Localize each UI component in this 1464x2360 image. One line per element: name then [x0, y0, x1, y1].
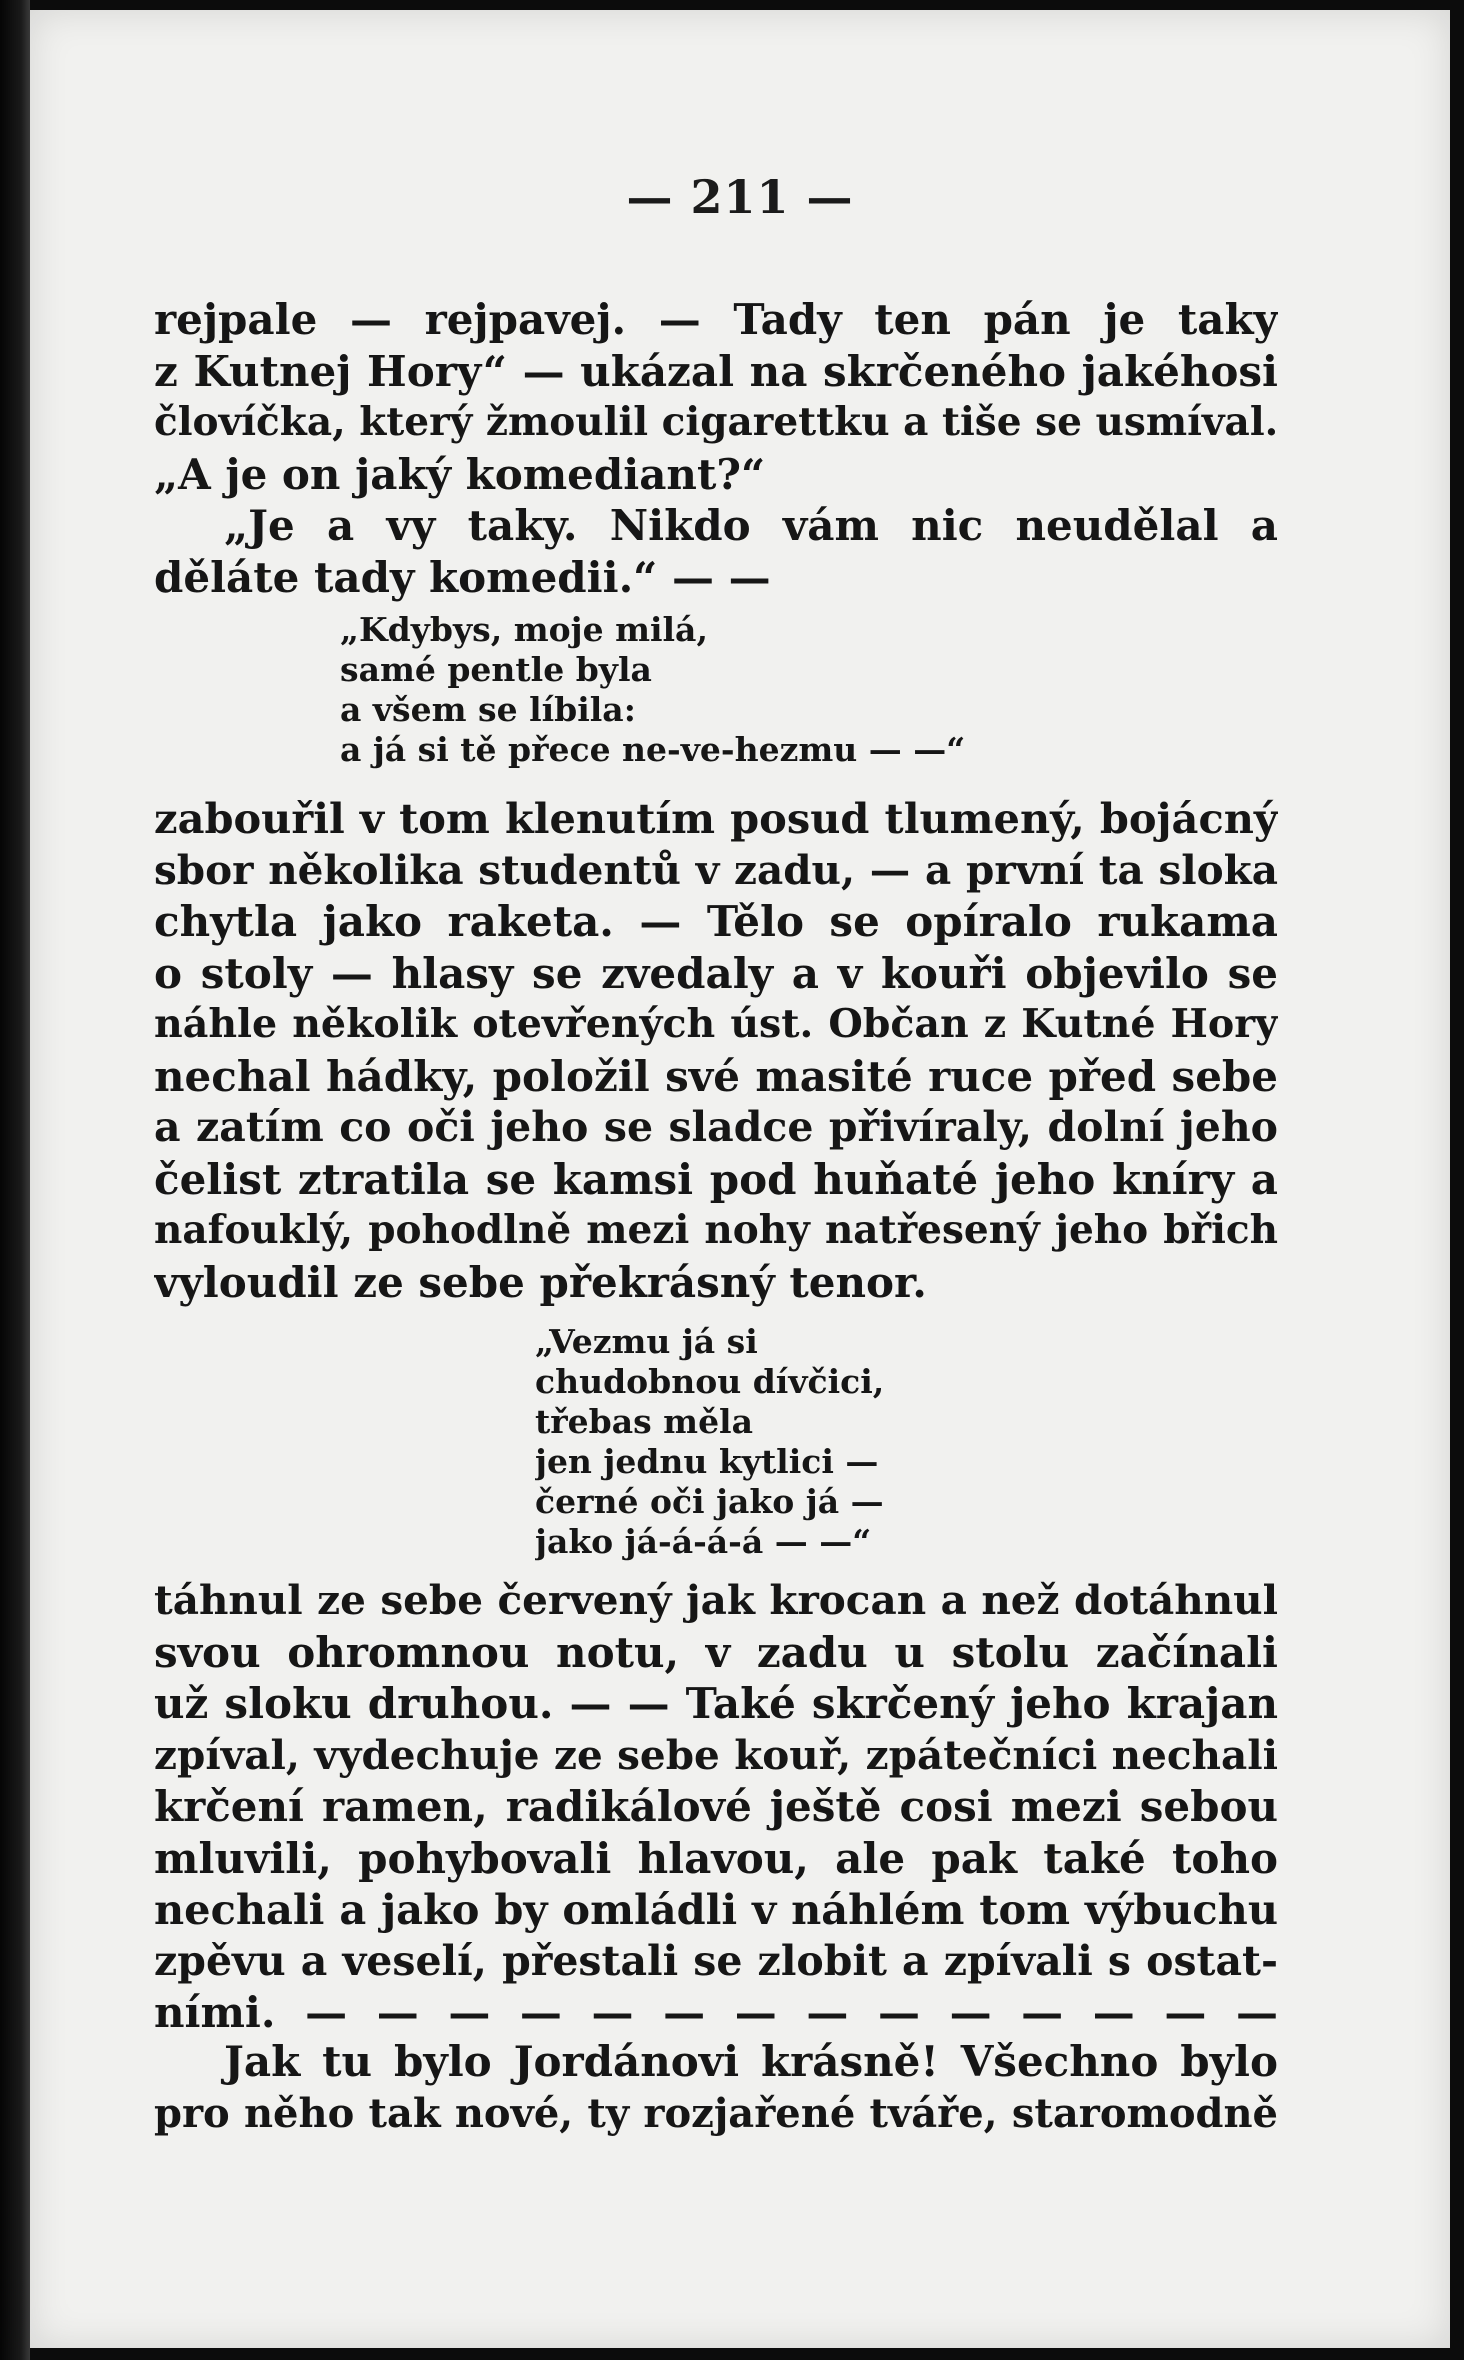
- verse-line: a všem se líbila:: [340, 690, 636, 729]
- verse-line: „Kdybys, moje milá,: [340, 610, 708, 649]
- text-line: Jak tu bylo Jordánovi krásně! Všechno bylo: [224, 2037, 1278, 2086]
- verse-line: samé pentle byla: [340, 650, 652, 689]
- verse-line: a já si tě přece ne-ve-hezmu — —“: [340, 730, 966, 769]
- text-line: o stoly — hlasy se zvedaly a v kouři objevilo se: [154, 948, 1278, 998]
- text-line: nafouklý, pohodlně mezi nohy natřesený jeho břich: [154, 1207, 1278, 1253]
- verse-line: jen jednu kytlici —: [535, 1442, 879, 1481]
- scan-binding-edge: [0, 0, 30, 2360]
- text-line: čelist ztratila se kamsi pod huňaté jeho kníry a: [154, 1154, 1278, 1204]
- paragraph-3: [154, 1575, 1278, 2039]
- text-line: náhle několik otevřených úst. Občan z Kutné Hory: [154, 1001, 1278, 1047]
- text-line: a zatím co oči jeho se sladce přivíraly, dolní jeho: [154, 1103, 1278, 1151]
- text-line: nechali a jako by omládli v náhlém tom výbuchu: [154, 1885, 1278, 1934]
- text-line: chytla jako raketa. — Tělo se opíralo rukama: [154, 897, 1278, 946]
- verse-line: chudobnou dívčici,: [535, 1362, 885, 1401]
- song-verse-2: [535, 1322, 884, 1562]
- text-line: krčení ramen, radikálové ještě cosi mezi sebou: [154, 1782, 1278, 1831]
- text-line: táhnul ze sebe červený jak krocan a než dotáhnul: [154, 1576, 1278, 1624]
- verse-line: „Vezmu já si: [535, 1322, 758, 1361]
- text-line: zpěvu a veselí, přestali se zlobit a zpívali s ostat-: [154, 1936, 1278, 1985]
- text-line: mluvili, pohybovali hlavou, ale pak také toho: [154, 1833, 1278, 1883]
- text-line: svou ohromnou notu, v zadu u stolu začínali: [154, 1627, 1278, 1677]
- book-page: [30, 10, 1450, 2348]
- verse-line: třebas měla: [535, 1402, 753, 1441]
- text-line: zabouřil v tom klenutím posud tlumený, bojácný: [154, 794, 1278, 843]
- text-line: vyloudil ze sebe překrásný tenor.: [154, 1257, 927, 1307]
- text-line: rejpale — rejpavej. — Tady ten pán je taky: [154, 295, 1278, 344]
- text-line: z Kutnej Hory“ — ukázal na skrčeného jakéhosi: [154, 346, 1278, 396]
- text-line: človíčka, který žmoulil cigarettku a tiše se usmíval.: [154, 399, 1278, 445]
- text-line: ními. — — — — — — — — — — — — — —: [154, 1988, 1278, 2037]
- song-verse-1: [340, 610, 965, 770]
- text-line: sbor několika studentů v zadu, — a první ta sloka: [154, 845, 1278, 894]
- text-line: „A je on jaký komediant?“: [154, 449, 766, 499]
- text-line: děláte tady komedii.“ — —: [154, 552, 771, 602]
- text-line: nechal hádky, položil své masité ruce před sebe: [154, 1051, 1278, 1101]
- verse-line: jako já-á-á-á — —“: [535, 1522, 872, 1561]
- text-line: už sloku druhou. — — Také skrčený jeho krajan: [154, 1679, 1278, 1728]
- page-number: — 211 —: [626, 170, 854, 224]
- text-line: „Je a vy taky. Nikdo vám nic neudělal a: [224, 501, 1278, 550]
- verse-line: černé oči jako já —: [535, 1482, 884, 1521]
- paragraph-4: [154, 2036, 1278, 2139]
- text-line: zpíval, vydechuje ze sebe kouř, zpátečníci nechali: [154, 1730, 1278, 1779]
- paragraph-2: [154, 793, 1278, 1308]
- paragraph-1: [154, 294, 1278, 603]
- text-line: pro něho tak nové, ty rozjařené tváře, staromodně: [154, 2089, 1278, 2137]
